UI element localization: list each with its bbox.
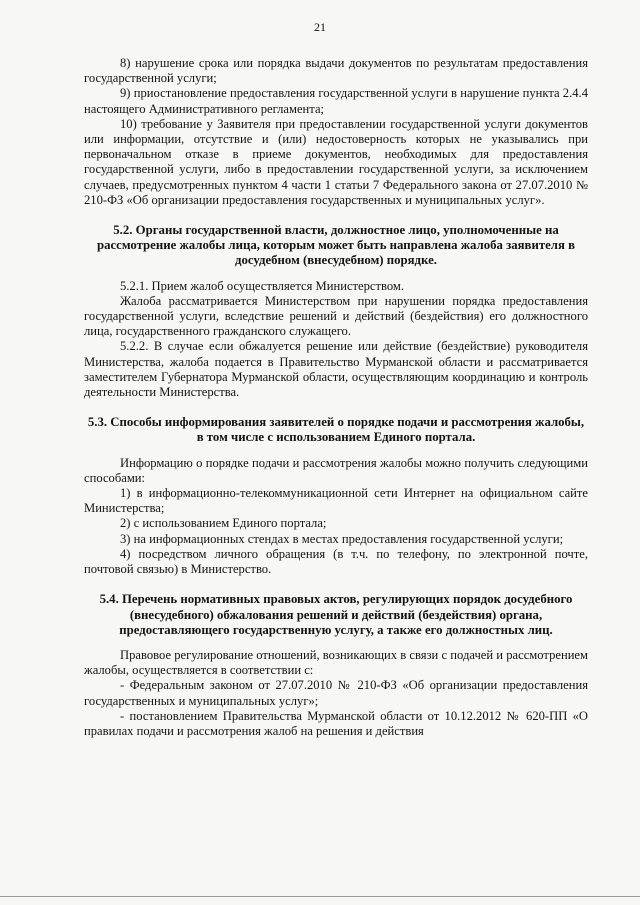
paragraph: Правовое регулирование отношений, возникающих в связи с подачей и рассмотрением жалобы, осуществляется в соответствии с: (84, 647, 588, 678)
paragraph: 1) в информационно-телекоммуникационной сети Интернет на официальном сайте Министерства; (84, 486, 588, 516)
section-heading: 5.4. Перечень нормативных правовых актов, регулирующих порядок досудебного (внесудебного) обжалования решений и действий (бездействия) органа, предоставляющего государственную услугу, а также его должностных лиц. (99, 592, 573, 637)
intro-list (84, 56, 588, 208)
list-item: 9) приостановление предоставления государственной услуги в нарушение пункта 2.4.4 настоящего Административного регламента; (84, 86, 588, 116)
paragraph: 5.2.2. В случае если обжалуется решение или действие (бездействие) руководителя Министерства, жалоба подается в Правительство Мурманской области и рассматривается заместителем Губернатора Мурманской области, осуществляющим координацию и контроль деятельности Министерства. (84, 339, 588, 400)
section-heading: 5.2. Органы государственной власти, должностное лицо, уполномоченные на рассмотрение жалобы лица, которым может быть направлена жалоба заявителя в досудебном (внесудебном) порядке. (96, 223, 576, 268)
list-item: 10) требование у Заявителя при предоставлении государственной услуги документов или информации, отсутствие и (или) недостоверность которых не указывались при первоначальном отказе в приеме документов, необходимых для предоставления государственной услуги, либо в предоставлении государственной услуги, за исключением случаев, предусмотренных пунктом 4 части 1 статьи 7 Федерального закона от 27.07.2010 № 210-ФЗ «Об организации предоставления государственных и муниципальных услуг». (84, 116, 588, 207)
page-number: 21 (314, 20, 326, 34)
list-item: 8) нарушение срока или порядка выдачи документов по результатам предоставления государственной услуги; (84, 56, 588, 86)
paragraph: 5.2.1. Прием жалоб осуществляется Министерством. (120, 278, 405, 293)
section-5-3 (84, 415, 588, 577)
section-heading: 5.3. Способы информирования заявителей о порядке подачи и рассмотрения жалобы, в том числе с использованием Единого портала. (87, 415, 585, 445)
paragraph: Информацию о порядке подачи и рассмотрения жалобы можно получить следующими способами: (84, 455, 588, 485)
page-bottom-edge (0, 896, 640, 897)
section-5-4 (84, 592, 588, 739)
paragraph: - постановлением Правительства Мурманской области от 10.12.2012 № 620-ПП «О правилах подачи и рассмотрения жалоб на решения и действия (84, 708, 588, 738)
paragraph: 4) посредством личного обращения (в т.ч. по телефону, по электронной почте, почтовой связью) в Министерство. (84, 546, 588, 577)
paragraph: Жалоба рассматривается Министерством при нарушении порядка предоставления государственной услуги, вследствие решений и действий (бездействия) его должностного лица, государственного гражданского служащего. (84, 293, 588, 339)
section-5-2 (84, 223, 588, 400)
paragraph: - Федеральным законом от 27.07.2010 № 210-ФЗ «Об организации предоставления государственных и муниципальных услуг»; (84, 678, 588, 708)
paragraph: 3) на информационных стендах в местах предоставления государственной услуги; (120, 531, 564, 546)
paragraph: 2) с использованием Единого портала; (120, 516, 327, 531)
